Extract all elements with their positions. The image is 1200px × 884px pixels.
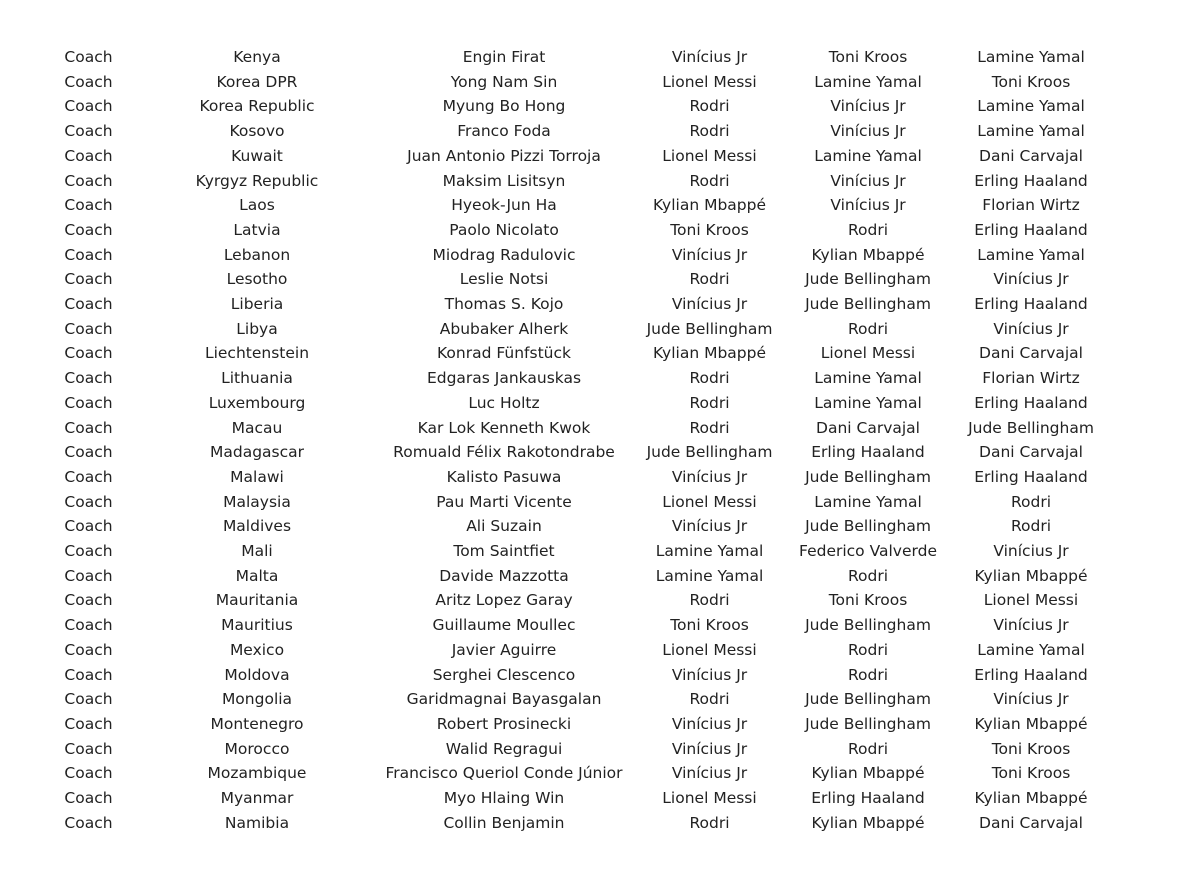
row-spacer — [1114, 119, 1200, 144]
second-choice-cell: Vinícius Jr — [830, 122, 906, 141]
coach-name-cell: Tom Saintfiet — [453, 542, 555, 561]
voter-role-cell: Coach — [64, 492, 113, 511]
second-choice-cell: Rodri — [847, 665, 889, 684]
first-choice-cell: Vinícius Jr — [671, 295, 748, 314]
coach-name-cell: Maksim Lisitsyn — [442, 171, 566, 190]
voter-role-cell: Coach — [64, 739, 113, 758]
first-choice-cell: Kylian Mbappé — [653, 344, 766, 363]
row-spacer — [1114, 514, 1200, 539]
row-spacer — [0, 317, 40, 342]
country-cell: Liberia — [230, 295, 284, 314]
coach-name-cell: Engin Firat — [462, 48, 546, 66]
row-spacer — [1114, 193, 1200, 218]
table-row — [0, 94, 1200, 119]
row-spacer — [1114, 341, 1200, 366]
row-spacer — [1114, 490, 1200, 515]
second-choice-cell: Lamine Yamal — [814, 369, 922, 388]
voter-role-cell: Coach — [64, 270, 113, 289]
row-spacer — [1114, 811, 1200, 836]
third-choice-cell: Lamine Yamal — [977, 97, 1085, 116]
first-choice-cell: Rodri — [689, 393, 730, 412]
row-spacer — [1114, 465, 1200, 490]
third-choice-cell: Vinícius Jr — [993, 319, 1069, 338]
coach-name-cell: Robert Prosinecki — [436, 714, 572, 733]
table-row — [0, 169, 1200, 194]
table-body — [0, 45, 1200, 836]
table-row — [0, 737, 1200, 762]
voter-role-cell: Coach — [64, 220, 113, 239]
first-choice-cell: Rodri — [689, 270, 730, 289]
table-row — [0, 564, 1200, 589]
third-choice-cell: Toni Kroos — [991, 764, 1071, 783]
first-choice-cell: Rodri — [689, 122, 730, 141]
country-cell: Myanmar — [220, 789, 294, 808]
third-choice-cell: Vinícius Jr — [993, 616, 1069, 635]
second-choice-cell: Toni Kroos — [828, 591, 908, 610]
table-row — [0, 317, 1200, 342]
country-cell: Macau — [231, 418, 283, 437]
row-spacer — [1114, 45, 1200, 70]
first-choice-cell: Vinícius Jr — [671, 739, 748, 758]
row-spacer — [0, 366, 40, 391]
country-cell: Kuwait — [231, 146, 283, 165]
row-spacer — [0, 490, 40, 515]
voter-role-cell: Coach — [64, 245, 113, 264]
second-choice-cell: Lamine Yamal — [814, 72, 922, 91]
voter-role-cell: Coach — [64, 566, 113, 585]
country-cell: Lebanon — [223, 245, 291, 264]
row-spacer — [0, 144, 40, 169]
row-spacer — [1114, 416, 1200, 441]
row-spacer — [1114, 70, 1200, 95]
country-cell: Luxembourg — [208, 393, 306, 412]
table-row — [0, 811, 1200, 836]
first-choice-cell: Rodri — [689, 369, 730, 388]
first-choice-cell: Lionel Messi — [662, 640, 757, 659]
row-spacer — [0, 564, 40, 589]
second-choice-cell: Toni Kroos — [828, 48, 908, 66]
row-spacer — [1114, 588, 1200, 613]
second-choice-cell: Jude Bellingham — [805, 467, 931, 486]
row-spacer — [0, 341, 40, 366]
table-row — [0, 144, 1200, 169]
first-choice-cell: Vinícius Jr — [671, 48, 748, 66]
table-row — [0, 786, 1200, 811]
row-spacer — [0, 514, 40, 539]
row-spacer — [0, 243, 40, 268]
row-spacer — [1114, 761, 1200, 786]
country-cell: Korea DPR — [216, 72, 298, 91]
coach-name-cell: Francisco Queriol Conde Júnior — [385, 764, 623, 783]
coach-name-cell: Hyeok-Jun Ha — [451, 196, 557, 215]
table-row — [0, 514, 1200, 539]
table-row — [0, 193, 1200, 218]
row-spacer — [0, 811, 40, 836]
country-cell: Montenegro — [210, 714, 304, 733]
voter-role-cell: Coach — [64, 467, 113, 486]
third-choice-cell: Dani Carvajal — [979, 344, 1083, 363]
voter-role-cell: Coach — [64, 122, 113, 141]
country-cell: Malaysia — [223, 492, 291, 511]
first-choice-cell: Jude Bellingham — [646, 319, 773, 338]
row-spacer — [1114, 539, 1200, 564]
row-spacer — [1114, 94, 1200, 119]
third-choice-cell: Erling Haaland — [974, 171, 1088, 190]
row-spacer — [0, 416, 40, 441]
country-cell: Kenya — [233, 48, 281, 66]
voter-role-cell: Coach — [64, 542, 113, 561]
table-row — [0, 712, 1200, 737]
third-choice-cell: Rodri — [1010, 517, 1052, 536]
table-row — [0, 490, 1200, 515]
coach-name-cell: Garidmagnai Bayasgalan — [406, 690, 602, 709]
table-row — [0, 687, 1200, 712]
row-spacer — [1114, 292, 1200, 317]
coach-name-cell: Juan Antonio Pizzi Torroja — [407, 146, 601, 165]
country-cell: Madagascar — [209, 443, 304, 462]
row-spacer — [1114, 243, 1200, 268]
voter-role-cell: Coach — [64, 690, 113, 709]
second-choice-cell: Erling Haaland — [811, 789, 925, 808]
first-choice-cell: Lamine Yamal — [655, 566, 764, 585]
first-choice-cell: Rodri — [689, 97, 730, 116]
row-spacer — [0, 94, 40, 119]
third-choice-cell: Rodri — [1010, 492, 1052, 511]
coach-name-cell: Luc Holtz — [468, 393, 540, 412]
table-row — [0, 761, 1200, 786]
first-choice-cell: Lionel Messi — [662, 789, 757, 808]
first-choice-cell: Toni Kroos — [670, 616, 749, 635]
row-spacer — [0, 761, 40, 786]
row-spacer — [0, 539, 40, 564]
voter-role-cell: Coach — [64, 813, 113, 832]
coach-name-cell: Thomas S. Kojo — [444, 295, 564, 314]
voter-role-cell: Coach — [64, 418, 113, 437]
row-spacer — [0, 119, 40, 144]
coach-name-cell: Myung Bo Hong — [442, 97, 566, 116]
votes-table-container — [0, 45, 1200, 836]
third-choice-cell: Dani Carvajal — [979, 443, 1083, 462]
voter-role-cell: Coach — [64, 789, 113, 808]
country-cell: Liechtenstein — [204, 344, 310, 363]
row-spacer — [1114, 169, 1200, 194]
coach-name-cell: Miodrag Radulovic — [432, 245, 576, 264]
voter-role-cell: Coach — [64, 344, 113, 363]
voter-role-cell: Coach — [64, 97, 113, 116]
row-spacer — [0, 218, 40, 243]
coach-name-cell: Ali Suzain — [466, 517, 542, 536]
first-choice-cell: Lionel Messi — [662, 146, 757, 165]
country-cell: Kosovo — [229, 122, 285, 141]
voter-role-cell: Coach — [64, 295, 113, 314]
second-choice-cell: Vinícius Jr — [830, 196, 906, 215]
coach-name-cell: Paolo Nicolato — [449, 220, 559, 239]
third-choice-cell: Kylian Mbappé — [974, 714, 1088, 733]
second-choice-cell: Jude Bellingham — [805, 714, 931, 733]
country-cell: Mozambique — [207, 764, 307, 783]
country-cell: Malta — [235, 566, 279, 585]
country-cell: Maldives — [222, 517, 292, 536]
coach-name-cell: Franco Foda — [457, 122, 551, 141]
country-cell: Laos — [239, 196, 275, 215]
third-choice-cell: Lamine Yamal — [977, 122, 1085, 141]
country-cell: Kyrgyz Republic — [195, 171, 319, 190]
first-choice-cell: Rodri — [689, 418, 730, 437]
first-choice-cell: Vinícius Jr — [671, 714, 748, 733]
table-row — [0, 243, 1200, 268]
first-choice-cell: Vinícius Jr — [671, 764, 748, 783]
row-spacer — [0, 588, 40, 613]
table-row — [0, 638, 1200, 663]
second-choice-cell: Lamine Yamal — [814, 393, 922, 412]
first-choice-cell: Lionel Messi — [662, 72, 757, 91]
table-row — [0, 119, 1200, 144]
country-cell: Mongolia — [221, 690, 293, 709]
first-choice-cell: Vinícius Jr — [671, 467, 748, 486]
third-choice-cell: Vinícius Jr — [993, 690, 1069, 709]
row-spacer — [1114, 613, 1200, 638]
second-choice-cell: Rodri — [847, 319, 889, 338]
coach-name-cell: Pau Marti Vicente — [436, 492, 572, 511]
coach-name-cell: Kar Lok Kenneth Kwok — [417, 418, 591, 437]
second-choice-cell: Rodri — [847, 739, 889, 758]
third-choice-cell: Toni Kroos — [991, 739, 1071, 758]
table-row — [0, 292, 1200, 317]
voter-role-cell: Coach — [64, 591, 113, 610]
country-cell: Morocco — [224, 739, 290, 758]
third-choice-cell: Toni Kroos — [991, 72, 1071, 91]
row-spacer — [0, 193, 40, 218]
table-row — [0, 539, 1200, 564]
row-spacer — [1114, 218, 1200, 243]
third-choice-cell: Florian Wirtz — [982, 369, 1080, 388]
row-spacer — [1114, 638, 1200, 663]
row-spacer — [0, 70, 40, 95]
second-choice-cell: Kylian Mbappé — [811, 813, 925, 832]
country-cell: Libya — [236, 319, 278, 338]
country-cell: Lithuania — [221, 369, 293, 388]
table-row — [0, 267, 1200, 292]
row-spacer — [0, 440, 40, 465]
row-spacer — [0, 613, 40, 638]
row-spacer — [1114, 440, 1200, 465]
voter-role-cell: Coach — [64, 369, 113, 388]
second-choice-cell: Federico Valverde — [799, 542, 937, 561]
first-choice-cell: Rodri — [689, 813, 730, 832]
coach-name-cell: Myo Hlaing Win — [443, 789, 565, 808]
coach-name-cell: Javier Aguirre — [451, 640, 557, 659]
first-choice-cell: Vinícius Jr — [671, 517, 748, 536]
table-row — [0, 366, 1200, 391]
voter-role-cell: Coach — [64, 443, 113, 462]
third-choice-cell: Florian Wirtz — [982, 196, 1080, 215]
table-row — [0, 416, 1200, 441]
third-choice-cell: Erling Haaland — [974, 665, 1088, 684]
row-spacer — [0, 465, 40, 490]
third-choice-cell: Lamine Yamal — [977, 245, 1085, 264]
row-spacer — [1114, 391, 1200, 416]
row-spacer — [0, 663, 40, 688]
second-choice-cell: Rodri — [847, 220, 889, 239]
voter-role-cell: Coach — [64, 146, 113, 165]
second-choice-cell: Lamine Yamal — [814, 146, 922, 165]
third-choice-cell: Kylian Mbappé — [974, 789, 1088, 808]
table-row — [0, 613, 1200, 638]
first-choice-cell: Vinícius Jr — [671, 665, 748, 684]
first-choice-cell: Rodri — [689, 690, 730, 709]
row-spacer — [1114, 712, 1200, 737]
row-spacer — [0, 687, 40, 712]
second-choice-cell: Dani Carvajal — [816, 418, 920, 437]
row-spacer — [0, 45, 40, 70]
coach-name-cell: Kalisto Pasuwa — [446, 467, 562, 486]
third-choice-cell: Erling Haaland — [974, 467, 1088, 486]
coach-name-cell: Romuald Félix Rakotondrabe — [393, 443, 615, 462]
second-choice-cell: Rodri — [847, 566, 889, 585]
country-cell: Korea Republic — [199, 97, 315, 116]
voter-role-cell: Coach — [64, 764, 113, 783]
country-cell: Mexico — [229, 640, 285, 659]
coach-name-cell: Edgaras Jankauskas — [426, 369, 582, 388]
first-choice-cell: Lionel Messi — [662, 492, 757, 511]
coach-name-cell: Collin Benjamin — [443, 813, 565, 832]
voter-role-cell: Coach — [64, 171, 113, 190]
row-spacer — [0, 737, 40, 762]
coach-name-cell: Davide Mazzotta — [439, 566, 569, 585]
country-cell: Mauritius — [221, 616, 293, 635]
table-row — [0, 465, 1200, 490]
row-spacer — [1114, 737, 1200, 762]
row-spacer — [1114, 144, 1200, 169]
table-row — [0, 663, 1200, 688]
row-spacer — [0, 292, 40, 317]
row-spacer — [1114, 687, 1200, 712]
row-spacer — [1114, 366, 1200, 391]
row-spacer — [1114, 786, 1200, 811]
first-choice-cell: Kylian Mbappé — [653, 196, 766, 215]
voter-role-cell: Coach — [64, 48, 113, 66]
voter-role-cell: Coach — [64, 393, 113, 412]
second-choice-cell: Erling Haaland — [811, 443, 925, 462]
third-choice-cell: Erling Haaland — [974, 295, 1088, 314]
voter-role-cell: Coach — [64, 196, 113, 215]
second-choice-cell: Jude Bellingham — [805, 616, 931, 635]
country-cell: Latvia — [233, 220, 281, 239]
table-row — [0, 218, 1200, 243]
row-spacer — [1114, 267, 1200, 292]
third-choice-cell: Lionel Messi — [983, 591, 1079, 610]
row-spacer — [1114, 564, 1200, 589]
table-row — [0, 341, 1200, 366]
third-choice-cell: Lamine Yamal — [977, 640, 1085, 659]
second-choice-cell: Lamine Yamal — [814, 492, 922, 511]
table-row — [0, 45, 1200, 70]
table-row — [0, 440, 1200, 465]
third-choice-cell: Dani Carvajal — [979, 813, 1083, 832]
first-choice-cell: Lamine Yamal — [655, 542, 764, 561]
voter-role-cell: Coach — [64, 665, 113, 684]
third-choice-cell: Erling Haaland — [974, 220, 1088, 239]
votes-table — [0, 45, 1200, 836]
second-choice-cell: Jude Bellingham — [805, 517, 931, 536]
first-choice-cell: Toni Kroos — [670, 220, 749, 239]
third-choice-cell: Kylian Mbappé — [974, 566, 1088, 585]
row-spacer — [0, 267, 40, 292]
row-spacer — [1114, 317, 1200, 342]
country-cell: Mauritania — [215, 591, 299, 610]
voter-role-cell: Coach — [64, 319, 113, 338]
country-cell: Moldova — [224, 665, 290, 684]
third-choice-cell: Erling Haaland — [974, 393, 1088, 412]
second-choice-cell: Kylian Mbappé — [811, 245, 925, 264]
third-choice-cell: Vinícius Jr — [993, 542, 1069, 561]
voter-role-cell: Coach — [64, 640, 113, 659]
first-choice-cell: Jude Bellingham — [646, 443, 773, 462]
voter-role-cell: Coach — [64, 714, 113, 733]
coach-name-cell: Walid Regragui — [445, 739, 563, 758]
table-row — [0, 588, 1200, 613]
row-spacer — [0, 786, 40, 811]
second-choice-cell: Jude Bellingham — [805, 690, 931, 709]
row-spacer — [0, 638, 40, 663]
second-choice-cell: Vinícius Jr — [830, 171, 906, 190]
row-spacer — [0, 391, 40, 416]
coach-name-cell: Abubaker Alherk — [439, 319, 569, 338]
second-choice-cell: Kylian Mbappé — [811, 764, 925, 783]
coach-name-cell: Serghei Clescenco — [432, 665, 576, 684]
third-choice-cell: Lamine Yamal — [977, 48, 1085, 66]
third-choice-cell: Jude Bellingham — [968, 418, 1094, 437]
first-choice-cell: Vinícius Jr — [671, 245, 748, 264]
coach-name-cell: Konrad Fünfstück — [437, 344, 571, 363]
voter-role-cell: Coach — [64, 616, 113, 635]
voter-role-cell: Coach — [64, 517, 113, 536]
second-choice-cell: Jude Bellingham — [805, 295, 931, 314]
table-row — [0, 391, 1200, 416]
row-spacer — [1114, 663, 1200, 688]
third-choice-cell: Dani Carvajal — [979, 146, 1083, 165]
second-choice-cell: Rodri — [847, 640, 889, 659]
second-choice-cell: Vinícius Jr — [830, 97, 906, 116]
country-cell: Malawi — [230, 467, 284, 486]
second-choice-cell: Jude Bellingham — [805, 270, 931, 289]
row-spacer — [0, 712, 40, 737]
country-cell: Namibia — [224, 813, 290, 832]
coach-name-cell: Aritz Lopez Garay — [435, 591, 573, 610]
table-row — [0, 70, 1200, 95]
first-choice-cell: Rodri — [689, 171, 730, 190]
first-choice-cell: Rodri — [689, 591, 730, 610]
country-cell: Mali — [241, 542, 273, 561]
coach-name-cell: Leslie Notsi — [459, 270, 549, 289]
coach-name-cell: Guillaume Moullec — [432, 616, 576, 635]
row-spacer — [0, 169, 40, 194]
country-cell: Lesotho — [226, 270, 288, 289]
third-choice-cell: Vinícius Jr — [993, 270, 1069, 289]
coach-name-cell: Yong Nam Sin — [450, 72, 558, 91]
voter-role-cell: Coach — [64, 72, 113, 91]
second-choice-cell: Lionel Messi — [820, 344, 916, 363]
